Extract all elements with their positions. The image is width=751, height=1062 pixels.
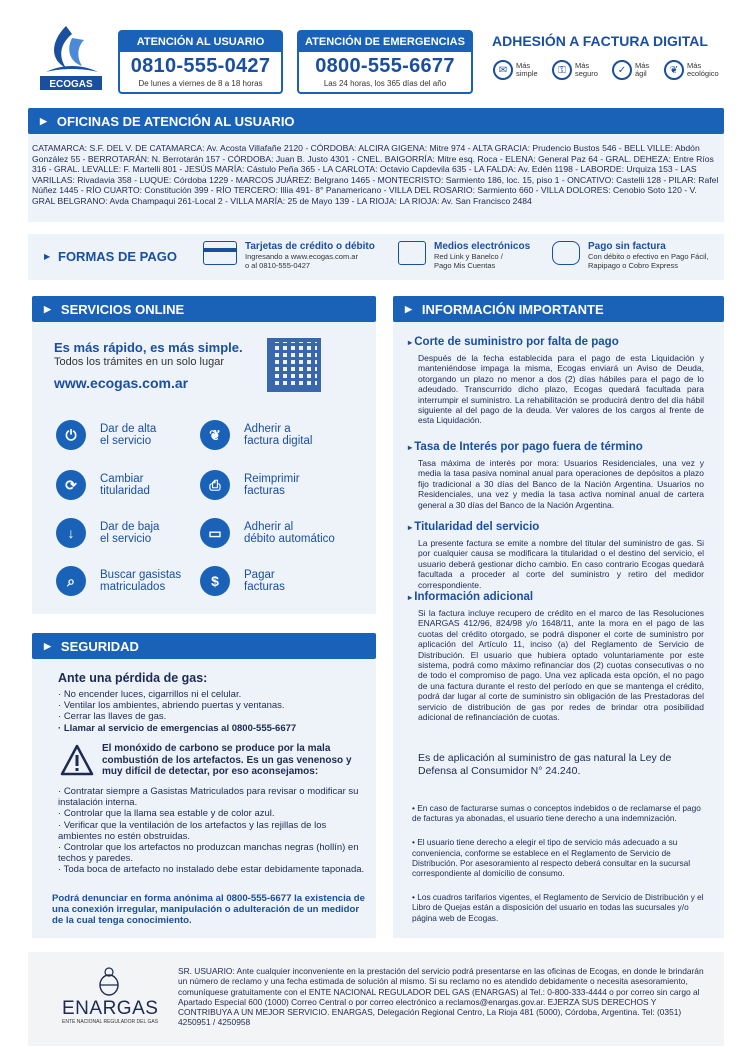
svc-factura-digital-label: Adherir a factura digital <box>244 423 313 447</box>
informacion-bar <box>393 296 724 322</box>
perdida-list <box>58 689 368 734</box>
servicios-slogan: Es más rápido, es más simple. <box>54 340 243 355</box>
adhesion-title: ADHESIÓN A FACTURA DIGITAL <box>492 33 708 49</box>
bullet-text: En caso de facturarse sumas o conceptos indebidos o de reclamarse el pago de facturas ya abonadas, el usuario tiene derecho a una indemnización. <box>412 803 701 824</box>
list-item: • El usuario tiene derecho a elegir el tipo de servicio más adecuado a su conveniencia, conforme se establece en el Reglamento de Servicio de Distribución. Por asesoramiento al respecto deberá consultar en la sucursal correspondiente al domicilio de consumo. <box>412 837 691 879</box>
corte-title: ▸ Corte de suministro por falta de pago <box>408 336 619 348</box>
cash-hand-icon <box>552 241 580 265</box>
list-item: · Verificar que la ventilación de los artefactos y las rejillas de los ambientes no estén obstruidas. <box>58 820 368 842</box>
adhesion-ecologico-label: Más ecológico <box>687 61 719 78</box>
svc-baja[interactable] <box>56 518 159 548</box>
bullet-text: Los cuadros tarifarios vigentes, el Reglamento de Servicio de Distribución y el Libro de Quejas están a disposición del usuario en todas las sucursales y/o página web de Ecogas. <box>412 892 704 923</box>
adicional-title: ▸ Información adicional <box>408 591 533 603</box>
info-bullets <box>412 803 706 923</box>
bullet-text: El usuario tiene derecho a elegir el tipo de servicio más adecuado a su conveniencia, conforme se establece en el Reglamento de Servicio de Distribución. Por asesoramiento al respecto deberá consultar en la sucursal correspondiente al domicilio de consumo. <box>412 837 691 879</box>
tasa-text: Tasa máxima de interés por mora: Usuarios Residenciales, una vez y media la tasa pasiva nominal anual para operaciones de depósitos a plazo fijo tradicional a 30 días del Banco de la Nación Argentina. Usuarios no Residenciales, una vez y media la tasa activa nominal anual de cartera general a 30 días del Banco de la Nación Argentina. <box>418 458 704 510</box>
emergencias-box <box>297 30 473 94</box>
pago-sin-factura-title: Pago sin factura <box>588 241 666 252</box>
svc-alta-label: Dar de alta el servicio <box>100 423 157 447</box>
adhesion-simple <box>493 60 538 80</box>
informacion-title: INFORMACIÓN IMPORTANTE <box>421 301 604 317</box>
svc-reimprimir[interactable] <box>200 470 300 500</box>
oficinas-text: CATAMARCA: S.F. DEL V. DE CATAMARCA: Av. Acosta Villafañe 2120 - CÓRDOBA: ALCIRA GIGENA: Mitre 974 - ALTA GRACIA: Prudencio Bustos 546 - BELL VILLE: Abdón González 55 - BERROTARÁN: N. Berrotarán 157 - CÓRDOBA: Juan B. Justo 4301 - CNEL. BAIGORRÍA: Mitre esq. Roca - ELENA: General Paz 64 - GRAL. DEHEZA: Entre Ríos 316 - GRAL. LEVALLE: F. Martelli 801 - JESÚS MARÍA: Cástulo Peña 365 - LA CARLOTA: Octavio Capdevila 635 - LA FALDA: Av. Edén 1198 - LABORDE: Urquiza 153 - LAS VARILLAS: Rivadavia 358 - LUQUE: Córdoba 1229 - MARCOS JUÁREZ: Belgrano 1465 - MONTECRISTO: Sarmiento 186, loc. 15, piso 1 - ONCATIVO: Castelli 128 - PILAR: Rafel Núñez 1445 - RÍO CUARTO: Constitución 399 - RÍO TERCERO: Illia 491- 8° Panamericano - VILLA DEL ROSARIO: Sarmiento 660 - VILLA DOLORES: Cenobio Soto 120 - V. GRAL BELGRANO: Avda Champaqui 261-Local 2 - VILLA MARÍA: 25 de Mayo 139 - LA RIOJA: LA RIOJA: Av. San Francisco 2484 <box>32 143 719 206</box>
corte-text: Después de la fecha establecida para el pago de esta Liquidación y manteniéndose impaga la misma, Ecogas enviará un Aviso de Deuda, otorgando un plazo no menor a dos (2) días hábiles para el pago de lo adeudado. Transcurrido dicho plazo, Ecogas quedará facultada para interrumpir el suministro. La rehabilitación se producirá dentro del día hábil siguiente al del pago de la deuda. Ver valores de los cargos al frente de esta Liquidación. <box>418 353 704 426</box>
adhesion-ecologico <box>664 60 719 80</box>
svc-pagar[interactable] <box>200 566 285 596</box>
list-item: · Controlar que los artefactos no produzcan manchas negras (hollín) en techos y paredes. <box>58 842 368 864</box>
leaf-icon: ❦ <box>200 420 230 450</box>
arrow-right-icon: ▶ <box>44 252 51 261</box>
qr-code[interactable] <box>267 338 321 392</box>
adhesion-agil <box>612 60 649 80</box>
list-item: • Los cuadros tarifarios vigentes, el Reglamento de Servicio de Distribución y el Libro de Quejas están a disposición del usuario en todas las sucursales y/o página web de Ecogas. <box>412 892 704 923</box>
svc-baja-label: Dar de baja el servicio <box>100 521 160 545</box>
list-item: • En caso de facturarse sumas o conceptos indebidos o de reclamarse el pago de facturas ya abonadas, el usuario tiene derecho a una indemnización. <box>412 803 701 824</box>
servicios-title: SERVICIOS ONLINE <box>60 301 185 317</box>
atencion-usuario-box <box>118 30 283 94</box>
ecogas-logo <box>36 22 106 94</box>
credit-card-icon <box>203 241 237 265</box>
servicios-bar <box>32 296 376 322</box>
footer-text: SR. USUARIO: Ante cualquier inconveniente en la prestación del servicio podrá presentarse en las oficinas de Ecogas, en donde le brindarán un número de reclamo y una fecha estimada de solución al mismo. Si su reclamo no es atendido debidamente o necesita asesoramiento, comuníquese gratuitamente con el ENTE NACIONAL REGULADOR DEL GAS (ENARGAS) al Tel.: 0-800-333-4444 o por correo sin cargo al Apartado Especial 600 (1000) Correo Central o por correo electrónico a reclamos@enargas.gov.ar. EJERZA SUS DERECHOS Y CONTRIBUYA A UN MEJOR SERVICIO. ENARGAS, Delegación Regional Centro, La Rioja 481 (5000), Córdoba, Argentina. Tel: (0351) 4250951 / 4250958 <box>178 966 704 1028</box>
power-icon: ⏻ <box>56 420 86 450</box>
consejos-list <box>58 786 368 876</box>
warning-icon <box>60 744 94 776</box>
servicios-url[interactable]: www.ecogas.com.ar <box>54 375 189 391</box>
svc-pagar-label: Pagar facturas <box>244 569 285 593</box>
monoxido-warning: El monóxido de carbono se produce por la mala combustión de los artefactos. Es un gas venenoso y muy difícil de detectar, por eso aconsejamos: <box>102 743 352 778</box>
adhesion-simple-label: Más simple <box>516 61 538 78</box>
emergencias-title: ATENCIÓN DE EMERGENCIAS <box>299 32 471 52</box>
list-item: · No encender luces, cigarrillos ni el celular. <box>58 689 368 700</box>
list-item: · Cerrar las llaves de gas. <box>58 711 368 722</box>
check-icon: ✓ <box>612 60 632 80</box>
envelope-icon: ✉ <box>493 60 513 80</box>
svc-factura-digital[interactable] <box>200 420 312 450</box>
computer-icon <box>398 241 426 265</box>
adhesion-seguro-label: Más seguro <box>575 61 598 78</box>
logo-text: ECOGAS <box>49 79 93 90</box>
denuncia-text: Podrá denunciar en forma anónima al 0800-555-6677 la existencia de una conexión irregular, manipulación o adulteración de un medidor de la cual tenga conocimiento. <box>52 893 366 927</box>
arrow-right-icon: ▶ <box>44 640 51 651</box>
pago-tarjetas-title: Tarjetas de crédito o débito <box>245 241 375 252</box>
pago-medios-title: Medios electrónicos <box>434 241 531 252</box>
atencion-usuario-title: ATENCIÓN AL USUARIO <box>120 32 281 52</box>
titularidad-title: ▸ Titularidad del servicio <box>408 521 539 533</box>
list-item: · Contratar siempre a Gasistas Matriculados para revisar o modificar su instalación interna. <box>58 786 368 808</box>
formas-pago-title: FORMAS DE PAGO <box>58 249 177 264</box>
svc-alta[interactable] <box>56 420 156 450</box>
card-icon: ▭ <box>200 518 230 548</box>
adicional-text: Si la factura incluye recupero de crédito en el marco de las Resoluciones ENARGAS 412/96, 824/98 y/o 1648/11, ante la mora en el pago de las cuotas del crédito otorgado, se podrá disponer el corte de suministro por aplicación del Artículo 11, inciso (a) del Reglamento de Servicio de Distribución. El usuario que hubiera optado voluntariamente por este sistema, podrá como máximo refinanciar dos (2) cuotas consecutivas o no de todo el compromiso de pago. Una vez aplicada esta opción, el no pago de una factura durante el resto del período en que se mantenga el crédito, podrá dar lugar al corte de suministro sin obligación de las Prestadoras del servicio de distribución de gas por redes de brindar otra posibilidad adicional de refinanciación de cuotas. <box>418 608 704 723</box>
svc-titularidad-label: Cambiar titularidad <box>100 473 150 497</box>
seguridad-title: SEGURIDAD <box>60 638 139 654</box>
titularidad-text: La presente factura se emite a nombre del titular del suministro de gas. Si por cualquier causa se modificara la titularidad o el destino del servicio, el usuario deberá gestionar dicho cambio. En caso contrario Ecogas quedará facultada a proceder al corte del suministro y retiro del medidor correspondiente. <box>418 538 704 590</box>
enargas-logo: ENARGAS <box>62 998 159 1019</box>
list-item: · Ventilar los ambientes, abriendo puertas y ventanas. <box>58 700 368 711</box>
emergencias-hours: Las 24 horas, los 365 días del año <box>323 79 447 88</box>
enargas-subtitle: ENTE NACIONAL REGULADOR DEL GAS <box>62 1019 159 1025</box>
printer-icon: ⎙ <box>200 470 230 500</box>
adhesion-agil-label: Más ágil <box>635 61 650 78</box>
tasa-title: ▸ Tasa de Interés por pago fuera de término <box>408 441 643 453</box>
svc-debito[interactable] <box>200 518 335 548</box>
arrow-right-icon: ▶ <box>44 303 51 314</box>
oficinas-title: OFICINAS DE ATENCIÓN AL USUARIO <box>56 113 295 129</box>
list-item: · Controlar que la llama sea estable y de color azul. <box>58 808 368 819</box>
list-item: · Llamar al servicio de emergencias al 0800-555-6677 <box>58 723 368 734</box>
swap-icon: ⟳ <box>56 470 86 500</box>
pago-sin-factura[interactable] <box>552 241 709 270</box>
oficinas-bar <box>28 108 724 134</box>
seguridad-heading: Ante una pérdida de gas: <box>58 671 208 685</box>
lock-icon: ⚿ <box>552 60 572 80</box>
dollar-icon: $ <box>200 566 230 596</box>
list-item: · Toda boca de artefacto no instalado debe estar debidamente taponada. <box>58 864 368 875</box>
argentina-emblem-icon <box>98 966 120 996</box>
arrow-right-icon: ▶ <box>40 115 47 126</box>
servicios-subtitle: Todos los trámites en un solo lugar <box>54 356 224 368</box>
pago-medios-electronicos[interactable] <box>398 241 530 270</box>
pago-tarjetas-desc: Ingresando a www.ecogas.com.ar o al 0810-555-0427 <box>245 252 358 270</box>
ley-consumidor: Es de aplicación al suministro de gas natural la Ley de Defensa al Consumidor N° 24.240. <box>418 752 672 777</box>
emergencias-phone[interactable]: 0800-555-6677 <box>315 55 455 77</box>
atencion-usuario-phone[interactable]: 0810-555-0427 <box>130 55 271 77</box>
seguridad-bar <box>32 633 376 659</box>
svc-gasistas-label: Buscar gasistas matriculados <box>100 569 182 593</box>
pago-sin-factura-desc: Con débito o efectivo en Pago Fácil, Rapipago o Cobro Express <box>588 252 709 270</box>
svc-titularidad[interactable] <box>56 470 150 500</box>
svc-debito-label: Adherir al débito automático <box>244 521 335 545</box>
svc-gasistas[interactable] <box>56 566 181 596</box>
atencion-usuario-hours: De lunes a viernes de 8 a 18 horas <box>138 79 263 88</box>
pago-tarjetas[interactable] <box>203 241 375 270</box>
arrow-right-icon: ▶ <box>405 303 412 314</box>
download-icon: ↓ <box>56 518 86 548</box>
search-icon: ⌕ <box>56 566 86 596</box>
svc-reimprimir-label: Reimprimir facturas <box>244 473 300 497</box>
leaf-icon: ❦ <box>664 60 684 80</box>
pago-medios-desc: Red Link y Banelco / Pago Mis Cuentas <box>434 252 503 270</box>
adhesion-seguro <box>552 60 598 80</box>
